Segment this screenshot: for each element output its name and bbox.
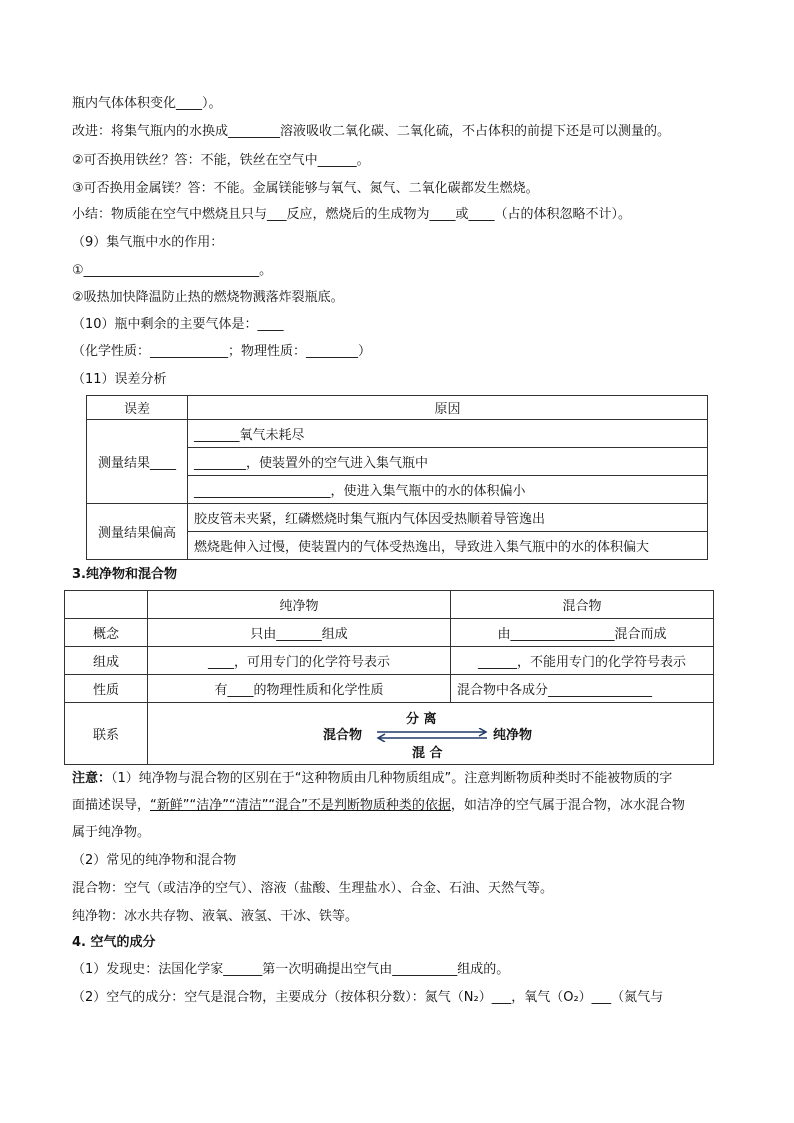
table-cell: _______氧气未耗尽 — [188, 420, 708, 448]
table-cell: 由________________混合而成 — [451, 619, 714, 647]
note-label: 注意： — [72, 771, 112, 786]
table-cell: 混合物中各成分________________ — [451, 675, 714, 703]
section-title: 3.纯净物和混合物 — [72, 567, 177, 582]
text-line: ②吸热加快降温防止热的燃烧物溅落炸裂瓶底。 — [72, 290, 344, 305]
note-line — [72, 770, 672, 788]
table-row-label: 组成 — [65, 647, 148, 675]
text-line: 瓶内气体体积变化____）。 — [72, 96, 222, 111]
error-analysis-table — [86, 395, 708, 560]
table-cell: ____，可用专门的化学符号表示 — [148, 647, 451, 675]
table-row-label: 测量结果偏高 — [87, 504, 188, 560]
note-line: （2）常见的纯净物和混合物 — [72, 853, 237, 868]
note-text: 面描述误导， — [72, 798, 151, 813]
text-line: （11）误差分析 — [72, 372, 167, 387]
note-line: 混合物：空气（或洁净的空气）、溶液（盐酸、生理盐水）、合金、石油、天然气等。 — [72, 881, 554, 896]
note-text: （1）纯净物与混合物的区别在于“这种物质由几种物质组成”。注意判断物质种类时不能被物质的字 — [111, 771, 673, 786]
pure-mixture-table — [64, 590, 714, 765]
table-cell: 有____的物理性质和化学性质 — [148, 675, 451, 703]
text-line: ②可否换用铁丝？答：不能，铁丝在空气中______。 — [72, 153, 370, 168]
relation-diagram-cell — [148, 703, 714, 765]
table-row-label: 概念 — [65, 619, 148, 647]
table-header: 纯净物 — [148, 591, 451, 619]
text-line: ①___________________________。 — [72, 263, 273, 278]
double-arrow-icon — [373, 728, 491, 742]
pure-label: 纯净物 — [493, 727, 533, 743]
text-line: 改进：将集气瓶内的水换成________溶液吸收二氧化碳、二氧化硫，不占体积的前提下还是可以测量的。 — [72, 124, 671, 139]
table-row-label: 性质 — [65, 675, 148, 703]
text-line: （1）发现史：法国化学家______第一次明确提出空气由__________组成的。 — [72, 962, 510, 977]
table-cell: 燃烧匙伸入过慢，使装置内的气体受热逸出，导致进入集气瓶中的水的体积偏大 — [188, 532, 708, 560]
note-line: 纯净物：冰水共存物、液氧、液氢、干冰、铁等。 — [72, 909, 359, 924]
table-cell: 只由_______组成 — [148, 619, 451, 647]
table-header: 误差 — [87, 396, 188, 420]
table-row-label: 测量结果____ — [87, 420, 188, 504]
separate-label: 分 离 — [406, 711, 437, 727]
note-line — [72, 797, 685, 815]
table-row-label: 联系 — [65, 703, 148, 765]
table-cell: _____________________，使进入集气瓶中的水的体积偏小 — [188, 476, 708, 504]
table-header — [65, 591, 148, 619]
text-line: （2）空气的成分：空气是混合物，主要成分（按体积分数）：氮气（N₂）___，氧气（O₂）___（氮气与 — [72, 990, 664, 1005]
text-line: （化学性质：____________；物理性质：________） — [72, 344, 372, 359]
table-header: 混合物 — [451, 591, 714, 619]
table-cell: ________，使装置外的空气进入集气瓶中 — [188, 448, 708, 476]
mixture-label: 混合物 — [323, 727, 363, 743]
relation-diagram — [148, 704, 713, 764]
table-header: 原因 — [188, 396, 708, 420]
text-line: （9）集气瓶中水的作用： — [72, 235, 224, 250]
note-text: ，如洁净的空气属于混合物，冰水混合物 — [450, 798, 685, 813]
table-cell: 胶皮管未夹紧，红磷燃烧时集气瓶内气体因受热顺着导管逸出 — [188, 504, 708, 532]
mix-label: 混 合 — [412, 745, 443, 761]
text-line: （10）瓶中剩余的主要气体是：____ — [72, 317, 284, 332]
text-line: 小结：物质能在空气中燃烧且只与___反应，燃烧后的生成物为____或____（占的体积忽略不计）。 — [72, 207, 632, 222]
text-line: ③可否换用金属镁？答：不能。金属镁能够与氧气、氮气、二氧化碳都发生燃烧。 — [72, 181, 539, 196]
note-line: 属于纯净物。 — [72, 825, 151, 840]
note-underlined-text: “新鲜”“洁净”“清洁”“混合”不是判断物质种类的依据 — [150, 798, 451, 813]
table-cell: ______，不能用专门的化学符号表示 — [451, 647, 714, 675]
section-title: 4. 空气的成分 — [72, 935, 156, 950]
